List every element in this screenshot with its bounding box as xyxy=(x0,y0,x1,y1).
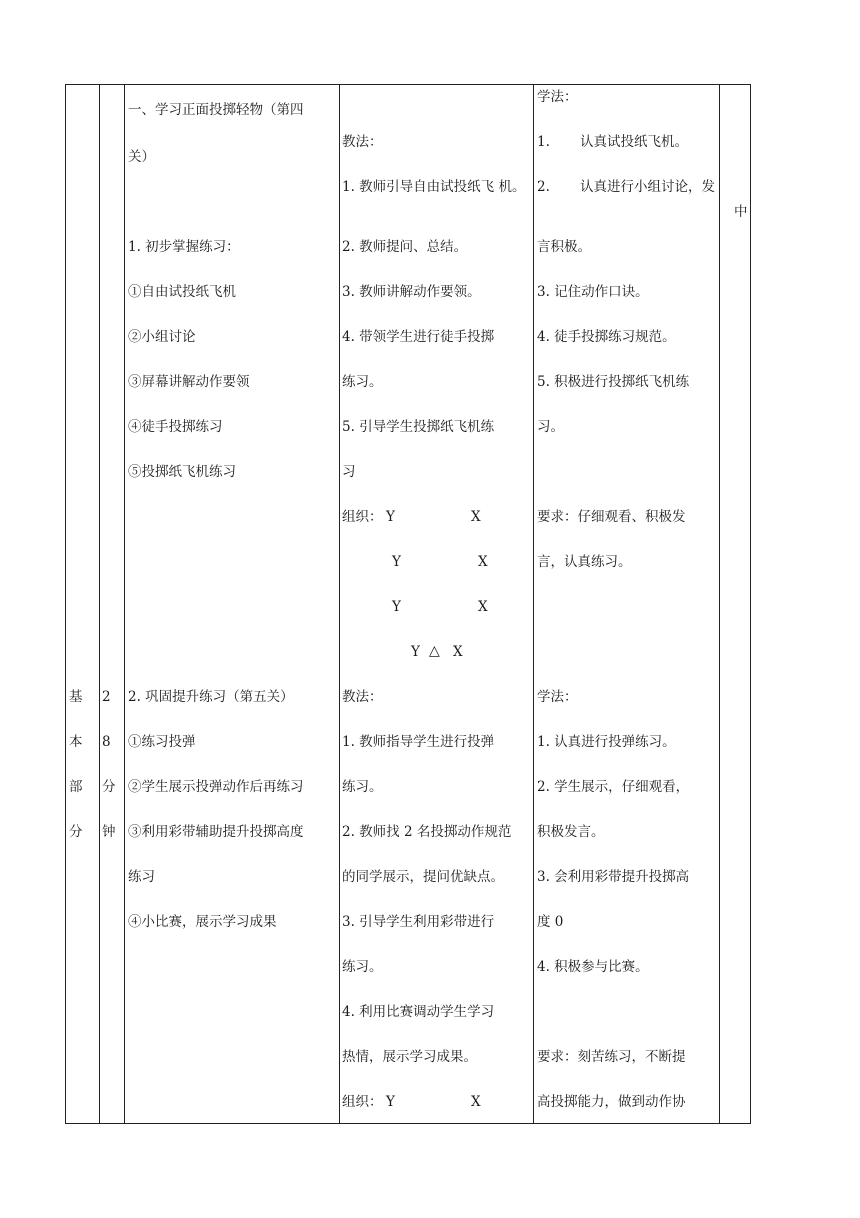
formation-y: Y xyxy=(392,554,401,570)
formation-y: Y xyxy=(386,509,395,525)
time-char: 分 xyxy=(102,779,116,795)
student-line: 习。 xyxy=(537,419,564,435)
student-item-number: 1. xyxy=(537,134,550,150)
teacher-line: 练习。 xyxy=(342,374,383,390)
intensity-label: 中 xyxy=(734,204,748,220)
content-line: ⑤投掷纸飞机练习 xyxy=(128,464,236,480)
student-line: 4. 徒手投掷练习规范。 xyxy=(537,329,676,345)
formation-x: X xyxy=(478,599,488,615)
section-char: 分 xyxy=(69,824,83,840)
teacher-line: 练习。 xyxy=(342,779,383,795)
student-line: 认真进行小组讨论，发 xyxy=(580,179,715,195)
teacher-line: 教法： xyxy=(342,134,383,150)
formation-y: Y xyxy=(386,1094,395,1110)
student-line: 3. 记住动作口诀。 xyxy=(537,284,649,300)
content-line: 练习 xyxy=(128,869,155,885)
student-line: 高投掷能力，做到动作协 xyxy=(537,1094,686,1110)
student-item-number: 2. xyxy=(537,179,550,195)
formation-y: Y xyxy=(411,644,420,660)
column-divider xyxy=(99,84,100,1124)
teacher-line: 的同学展示，提问优缺点。 xyxy=(342,869,504,885)
content-line: 1. 初步掌握练习： xyxy=(128,239,240,255)
column-divider xyxy=(339,84,340,1124)
content-line: ④徒手投掷练习 xyxy=(128,419,223,435)
student-line: 言，认真练习。 xyxy=(537,554,632,570)
teacher-line: 习 xyxy=(342,464,356,480)
teacher-line: 4. 带领学生进行徒手投掷 xyxy=(342,329,495,345)
time-char: 钟 xyxy=(102,824,116,840)
content-line: ③利用彩带辅助提升投掷高度 xyxy=(128,824,304,840)
teacher-line: 2. 教师找 2 名投掷动作规范 xyxy=(342,824,512,840)
teacher-line: 组织： xyxy=(342,1094,383,1110)
formation-y: Y xyxy=(392,599,401,615)
student-line: 要求：刻苦练习，不断提 xyxy=(537,1049,686,1065)
section-char: 基 xyxy=(69,689,83,705)
teacher-line: 1. 教师指导学生进行投弹 xyxy=(342,734,495,750)
student-line: 1. 认真进行投弹练习。 xyxy=(537,734,676,750)
section-char: 部 xyxy=(69,779,83,795)
column-divider xyxy=(533,84,534,1124)
formation-x: X xyxy=(478,554,488,570)
formation-x: X xyxy=(471,1094,481,1110)
teacher-line: 2. 教师提问、总结。 xyxy=(342,239,468,255)
formation-x: X xyxy=(453,644,463,660)
student-line: 要求：仔细观看、积极发 xyxy=(537,509,686,525)
section-char: 本 xyxy=(69,734,83,750)
formation-x: X xyxy=(471,509,481,525)
student-line: 认真试投纸飞机。 xyxy=(580,134,688,150)
content-line: ①自由试投纸飞机 xyxy=(128,284,236,300)
teacher-line: 5. 引导学生投掷纸飞机练 xyxy=(342,419,495,435)
student-line: 度 0 xyxy=(537,914,564,930)
content-line: ②小组讨论 xyxy=(128,329,196,345)
student-line: 学法： xyxy=(537,689,578,705)
teacher-line: 组织： xyxy=(342,509,383,525)
student-line: 3. 会利用彩带提升投掷高 xyxy=(537,869,690,885)
teacher-position-triangle: △ xyxy=(429,643,440,659)
content-line: 一、学习正面投掷轻物（第四 xyxy=(128,102,304,118)
content-line: ④小比赛，展示学习成果 xyxy=(128,914,277,930)
teacher-line: 3. 教师讲解动作要领。 xyxy=(342,284,481,300)
student-line: 积极发言。 xyxy=(537,824,605,840)
column-divider xyxy=(124,84,125,1124)
content-line: 2. 巩固提升练习（第五关） xyxy=(128,689,294,705)
teacher-line: 练习。 xyxy=(342,959,383,975)
time-char: 8 xyxy=(102,734,111,750)
time-char: 2 xyxy=(102,689,111,705)
student-line: 4. 积极参与比赛。 xyxy=(537,959,649,975)
teacher-line: 热情，展示学习成果。 xyxy=(342,1049,477,1065)
student-line: 5. 积极进行投掷纸飞机练 xyxy=(537,374,690,390)
teacher-line: 1. 教师引导自由试投纸飞 机。 xyxy=(342,179,526,195)
teacher-line: 4. 利用比赛调动学生学习 xyxy=(342,1004,495,1020)
content-line: 关） xyxy=(128,149,155,165)
content-line: ③屏幕讲解动作要领 xyxy=(128,374,250,390)
student-line: 2. 学生展示，仔细观看， xyxy=(537,779,690,795)
teacher-line: 教法： xyxy=(342,689,383,705)
teacher-line: 3. 引导学生利用彩带进行 xyxy=(342,914,495,930)
content-line: ①练习投弹 xyxy=(128,734,196,750)
content-line: ②学生展示投弹动作后再练习 xyxy=(128,779,304,795)
column-divider xyxy=(719,84,720,1124)
student-line: 学法： xyxy=(537,89,578,105)
student-line: 言积极。 xyxy=(537,239,591,255)
